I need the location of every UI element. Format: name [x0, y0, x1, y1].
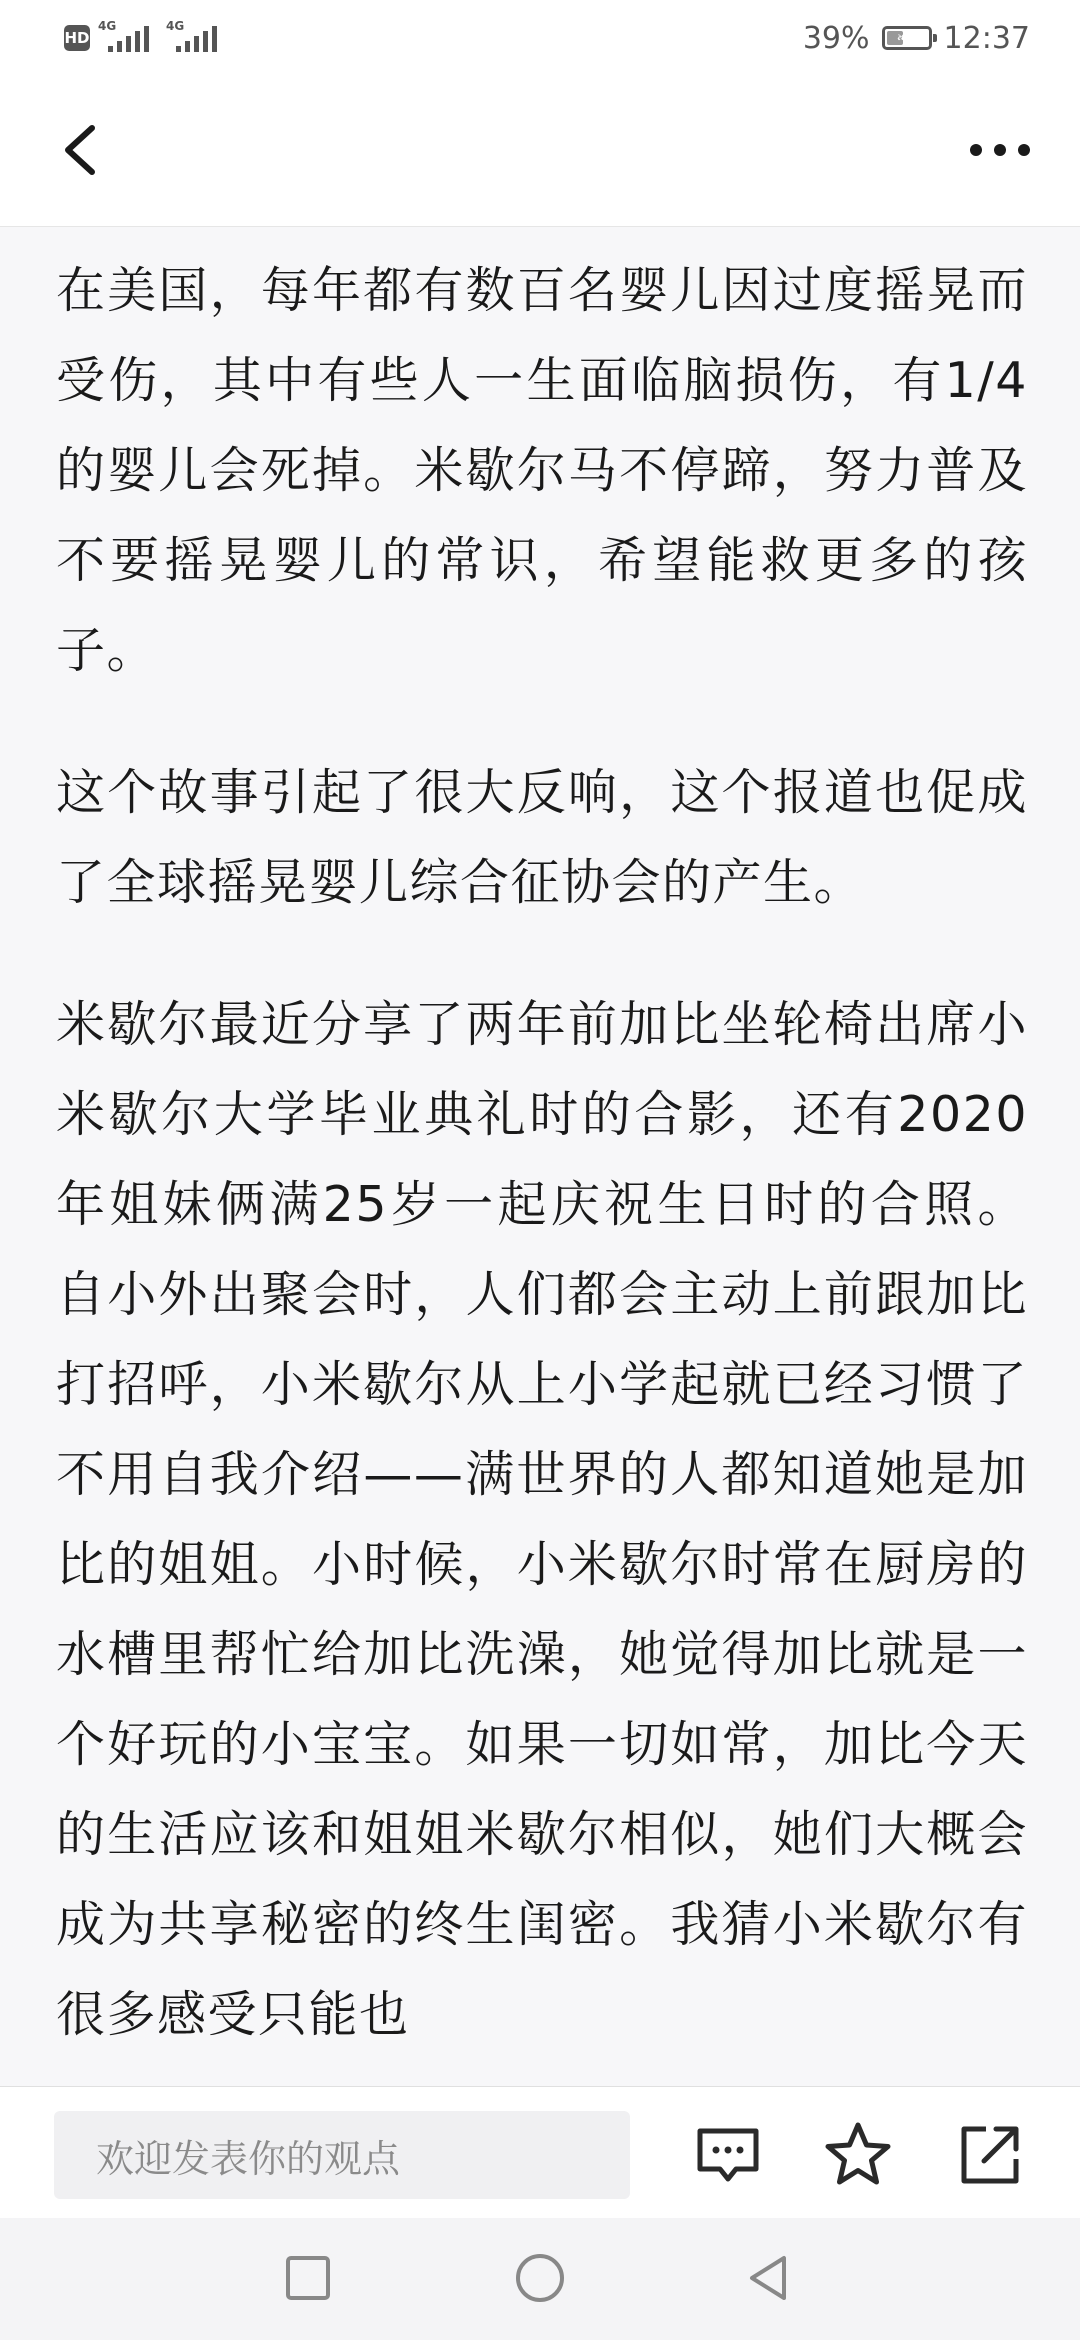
- article-paragraph-1: 在美国，每年都有数百名婴儿因过度摇晃而受伤，其中有些人一生面临脑损伤，有1/4的婴儿会死掉。米歇尔马不停蹄，努力普及不要摇晃婴儿的常识，希望能救更多的孩子。: [56, 262, 1028, 679]
- status-bar: [0, 0, 1080, 74]
- home-button[interactable]: [510, 2248, 570, 2308]
- article-body: [56, 226, 1028, 2086]
- signal-icon-2: [166, 20, 226, 56]
- signal-2-label: 4G: [166, 19, 185, 33]
- share-button[interactable]: [952, 2117, 1028, 2193]
- circle-home-icon: [510, 2248, 570, 2308]
- signal-bars-1: [106, 24, 158, 54]
- status-right-group: [803, 16, 1030, 60]
- more-options-button[interactable]: [960, 114, 1040, 186]
- clock: 12:37: [943, 20, 1030, 56]
- battery-percent: 39%: [802, 20, 870, 56]
- top-app-bar: [0, 74, 1080, 227]
- comment-input-placeholder: 欢迎发表你的观点: [96, 2136, 401, 2181]
- hd-badge: HD: [64, 25, 90, 51]
- star-icon: [820, 2117, 896, 2193]
- comment-input[interactable]: [54, 2111, 630, 2199]
- more-horizontal-icon: [960, 114, 1040, 186]
- comment-bar: [0, 2086, 1080, 2219]
- nav-back-button[interactable]: [740, 2248, 800, 2308]
- battery-saver-leaf-icon: ❧: [896, 28, 910, 47]
- system-nav-bar: [0, 2218, 1080, 2340]
- comment-icon: [690, 2117, 766, 2193]
- comments-button[interactable]: [690, 2117, 766, 2193]
- triangle-back-icon: [740, 2248, 800, 2308]
- recent-apps-button[interactable]: [278, 2248, 338, 2308]
- signal-icon-1: [98, 20, 158, 56]
- share-icon: [952, 2117, 1028, 2193]
- chevron-left-icon: [50, 114, 120, 186]
- article-paragraph-3: 米歇尔最近分享了两年前加比坐轮椅出席小米歇尔大学毕业典礼时的合影，还有2020年姐妹俩满25岁一起庆祝生日时的合照。自小外出聚会时，人们都会主动上前跟加比打招呼，小米歇尔从上小学起就已经习惯了不用自我介绍——满世界的人都知道她是加比的姐姐。小时候，小米歇尔时常在厨房的水槽里帮忙给加比洗澡，她觉得加比就是一个好玩的小宝宝。如果一切如常，加比今天的生活应该和姐姐米歇尔相似，她们大概会成为共享秘密的终生闺密。我猜小米歇尔有很多感受只能也: [56, 996, 1028, 2043]
- signal-bars-2: [174, 24, 226, 54]
- favorite-button[interactable]: [820, 2117, 896, 2193]
- signal-1-label: 4G: [98, 19, 117, 33]
- article-paragraph-2: 这个故事引起了很大反响，这个报道也促成了全球摇晃婴儿综合征协会的产生。: [56, 764, 1028, 911]
- status-left-group: [64, 20, 226, 56]
- square-recent-apps-icon: [278, 2248, 338, 2308]
- back-button[interactable]: [50, 114, 120, 186]
- battery-icon: [882, 26, 932, 50]
